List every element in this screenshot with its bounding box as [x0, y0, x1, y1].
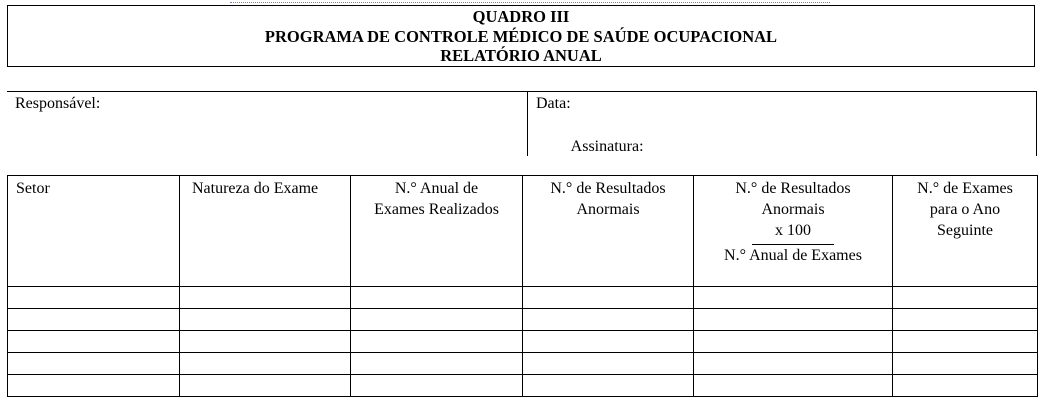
col-header-setor: Setor — [8, 176, 180, 287]
table-cell[interactable] — [351, 331, 523, 353]
data-label: Data: — [536, 95, 571, 112]
table-cell[interactable] — [180, 375, 351, 397]
table-cell[interactable] — [8, 353, 180, 375]
exams-table — [7, 175, 1038, 397]
table-cell[interactable] — [351, 375, 523, 397]
title-quadro: QUADRO III — [472, 7, 570, 26]
title-box — [7, 5, 1035, 67]
table-cell[interactable] — [180, 331, 351, 353]
table-cell[interactable] — [8, 287, 180, 309]
table-row — [8, 309, 1038, 331]
table-cell[interactable] — [694, 287, 893, 309]
info-table — [7, 91, 1037, 156]
table-row — [8, 353, 1038, 375]
table-cell[interactable] — [893, 331, 1038, 353]
responsavel-field[interactable] — [7, 92, 528, 157]
table-row — [8, 331, 1038, 353]
table-cell[interactable] — [351, 287, 523, 309]
data-assinatura-field[interactable] — [528, 92, 1037, 157]
col-header-anual-exames: N.° Anual de Exames Realizados — [351, 176, 523, 287]
table-cell[interactable] — [8, 331, 180, 353]
col-header-resultados-anormais: N.° de Resultados Anormais — [523, 176, 694, 287]
table-cell[interactable] — [694, 353, 893, 375]
col-header-exames-ano-seguinte: N.° de Exames para o Ano Seguinte — [893, 176, 1038, 287]
table-cell[interactable] — [8, 309, 180, 331]
title-programa: PROGRAMA DE CONTROLE MÉDICO DE SAÚDE OCUPACIONAL — [264, 26, 778, 46]
table-cell[interactable] — [694, 331, 893, 353]
table-cell[interactable] — [180, 353, 351, 375]
top-cropped-line — [230, 0, 830, 3]
table-cell[interactable] — [893, 309, 1038, 331]
table-cell[interactable] — [893, 353, 1038, 375]
table-cell[interactable] — [893, 287, 1038, 309]
responsavel-label: Responsável: — [15, 95, 101, 112]
table-cell[interactable] — [8, 375, 180, 397]
table-header-row — [8, 176, 1038, 287]
table-row — [8, 375, 1038, 397]
table-cell[interactable] — [351, 353, 523, 375]
table-cell[interactable] — [523, 353, 694, 375]
table-cell[interactable] — [523, 287, 694, 309]
table-row — [8, 287, 1038, 309]
table-cell[interactable] — [893, 375, 1038, 397]
col-header-percentual-anormais: N.° de Resultados Anormais x 100 N.° Anual de Exames — [694, 176, 893, 287]
assinatura-label: Assinatura: — [570, 138, 644, 155]
table-cell[interactable] — [694, 375, 893, 397]
table-cell[interactable] — [694, 309, 893, 331]
table-cell[interactable] — [180, 309, 351, 331]
table-cell[interactable] — [180, 287, 351, 309]
table-cell[interactable] — [523, 309, 694, 331]
title-relatorio: RELATÓRIO ANUAL — [440, 46, 602, 65]
table-cell[interactable] — [351, 309, 523, 331]
col-header-natureza: Natureza do Exame — [180, 176, 351, 287]
table-cell[interactable] — [523, 331, 694, 353]
table-cell[interactable] — [523, 375, 694, 397]
